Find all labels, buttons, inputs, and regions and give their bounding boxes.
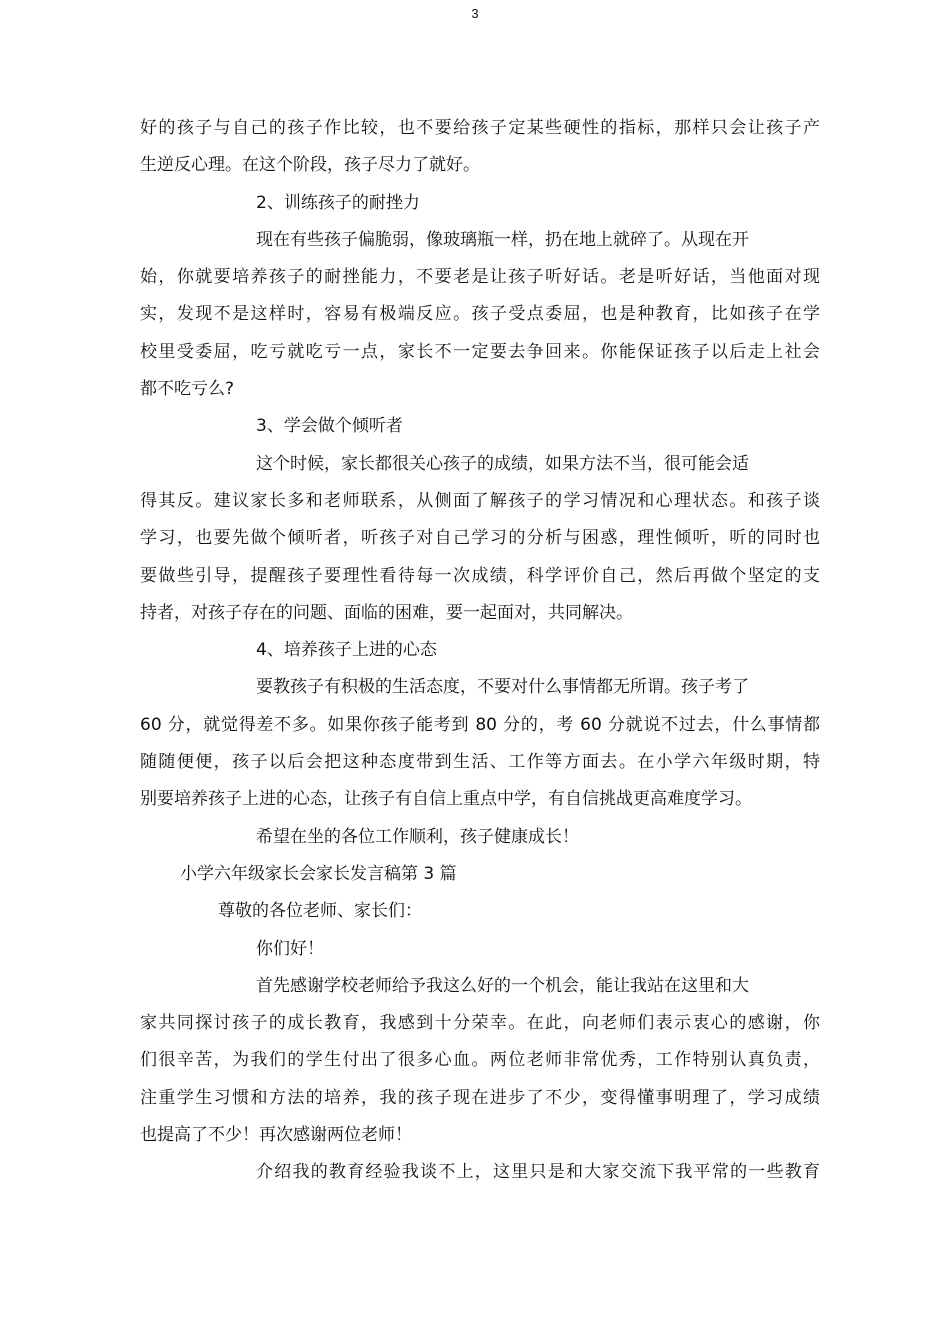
text-line: 要教孩子有积极的生活态度，不要对什么事情都无所谓。孩子考了 [256, 677, 749, 698]
text-line: 注重学生习惯和方法的培养，我的孩子现在进步了不少，变得懂事明理了，学习成绩 [140, 1087, 820, 1108]
text-line: 都不吃亏么? [140, 379, 235, 400]
text-line: 随随便便，孩子以后会把这种态度带到生活、工作等方面去。在小学六年级时期，特 [140, 752, 820, 773]
text-line: 现在有些孩子偏脆弱，像玻璃瓶一样，扔在地上就碎了。从现在开 [256, 229, 749, 250]
text-line: 学习，也要先做个倾听者，听孩子对自己学习的分析与困惑，理性倾听，听的同时也 [140, 528, 820, 549]
text-line: 生逆反心理。在这个阶段，孩子尽力了就好。 [140, 155, 480, 176]
text-line: 持者，对孩子存在的问题、面临的困难，要一起面对，共同解决。 [140, 602, 633, 623]
text-line: 实，发现不是这样时，容易有极端反应。孩子受点委屈，也是种教育，比如孩子在学 [140, 304, 820, 325]
text-line: 好的孩子与自己的孩子作比较，也不要给孩子定某些硬性的指标，那样只会让孩子产 [140, 118, 820, 138]
text-line: 别要培养孩子上进的心态，让孩子有自信上重点中学，有自信挑战更高难度学习。 [140, 789, 752, 810]
text-line: 得其反。建议家长多和老师联系，从侧面了解孩子的学习情况和心理状态。和孩子谈 [140, 490, 820, 511]
text-line: 要做些引导，提醒孩子要理性看待每一次成绩，科学评价自己，然后再做个坚定的支 [140, 565, 820, 586]
text-line: 小学六年级家长会家长发言稿第 3 篇 [180, 863, 457, 884]
text-line: 60 分，就觉得差不多。如果你孩子能考到 80 分的，考 60 分就说不过去，什么事情都 [140, 714, 820, 735]
text-line: 2、训练孩子的耐挫力 [256, 192, 420, 213]
text-line: 们很辛苦，为我们的学生付出了很多心血。两位老师非常优秀，工作特别认真负责， [140, 1050, 820, 1071]
text-line: 你们好！ [256, 938, 324, 959]
text-line: 始，你就要培养孩子的耐挫能力，不要老是让孩子听好话。老是听好话，当他面对现 [140, 267, 820, 288]
text-line: 介绍我的教育经验我谈不上，这里只是和大家交流下我平常的一些教育 [256, 1162, 820, 1183]
text-line: 家共同探讨孩子的成长教育，我感到十分荣幸。在此，向老师们表示衷心的感谢，你 [140, 1013, 820, 1034]
page-number: 3 [471, 6, 479, 21]
text-line: 希望在坐的各位工作顺利，孩子健康成长！ [256, 826, 579, 847]
text-line: 首先感谢学校老师给予我这么好的一个机会，能让我站在这里和大 [256, 975, 749, 996]
document-body [140, 110, 820, 1192]
text-line: 校里受委屈，吃亏就吃亏一点，家长不一定要去争回来。你能保证孩子以后走上社会 [140, 341, 820, 362]
text-line: 这个时候，家长都很关心孩子的成绩，如果方法不当，很可能会适 [256, 453, 749, 474]
text-line: 尊敬的各位老师、家长们： [218, 901, 422, 922]
text-line: 也提高了不少！再次感谢两位老师！ [140, 1125, 412, 1146]
text-line: 4、培养孩子上进的心态 [256, 640, 437, 661]
text-line: 3、学会做个倾听者 [256, 416, 403, 437]
